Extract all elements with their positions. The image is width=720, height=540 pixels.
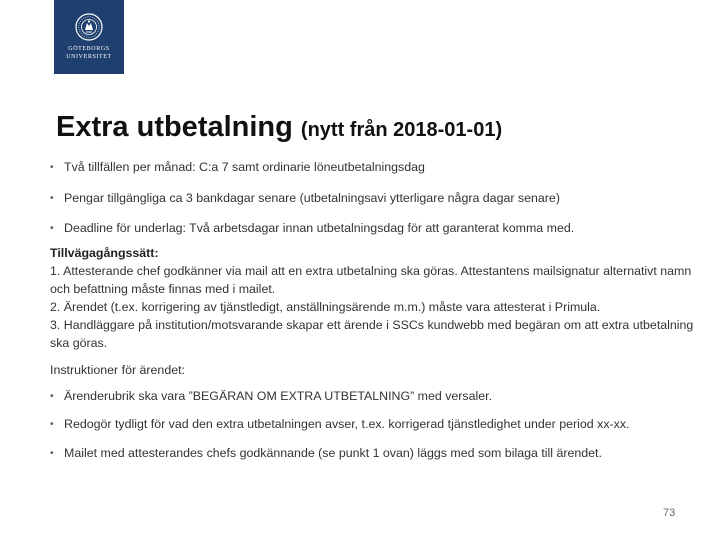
- list-item-text: Ärenderubrik ska vara ”BEGÄRAN OM EXTRA UTBETALNING” med versaler.: [64, 389, 493, 403]
- bullet-dot-icon: •: [50, 419, 54, 431]
- university-logo: [54, 0, 124, 74]
- bullet-dot-icon: •: [50, 447, 54, 459]
- title-main: Extra utbetalning: [56, 111, 293, 143]
- bullet-dot-icon: •: [50, 192, 54, 204]
- list-item: [50, 221, 710, 236]
- procedure-section: [50, 244, 710, 353]
- bullet-dot-icon: •: [50, 223, 54, 234]
- list-item: [50, 446, 710, 461]
- page-number: 73: [663, 507, 676, 519]
- list-item-text: Mailet med attesterandes chefs godkännande (se punkt 1 ovan) läggs med som bilaga till ärendet.: [64, 445, 602, 460]
- instructions-heading: Instruktioner för ärendet:: [50, 363, 185, 377]
- list-item: [50, 191, 710, 206]
- key-facts-list: [50, 160, 710, 252]
- bullet-dot-icon: •: [50, 162, 54, 173]
- list-item: [50, 160, 710, 175]
- list-item-text: Två tillfällen per månad: C:a 7 samt ordinarie löneutbetalningsdag: [64, 160, 425, 174]
- procedure-step: 2. Ärendet (t.ex. korrigering av tjänstledigt, anställningsärende m.m.) måste vara attesterat i Primula.: [50, 300, 601, 315]
- title-subtitle: (nytt från 2018-01-01): [300, 119, 503, 141]
- slide-title: [56, 111, 502, 144]
- list-item-text: Deadline för underlag: Två arbetsdagar innan utbetalningsdag för att garanterat komma med.: [64, 221, 575, 235]
- list-item: [50, 389, 710, 404]
- procedure-step: 1. Attesterande chef godkänner via mail att en extra utbetalning ska göras. Attestantens mailsignatur alternativt namn och befattning måste finnas med i mailet.: [50, 264, 692, 297]
- list-item-text: Pengar tillgängliga ca 3 bankdagar senare (utbetalningsavi ytterligare några dagar senare): [64, 190, 560, 205]
- procedure-heading: Tillvägagångssätt:: [50, 246, 159, 260]
- bullet-dot-icon: •: [50, 391, 54, 402]
- list-item-text: Redogör tydligt för vad den extra utbetalningen avser, t.ex. korrigerad tjänstledighet under period xx-xx.: [64, 417, 630, 432]
- university-seal-icon: [74, 12, 104, 42]
- logo-text-line2: UNIVERSITET: [66, 54, 112, 60]
- list-item: [50, 417, 710, 432]
- procedure-step: 3. Handläggare på institution/motsvarande skapar ett ärende i SSCs kundwebb med begäran om att extra utbetalning ska göras.: [50, 318, 694, 351]
- instructions-list: [50, 389, 710, 474]
- logo-text-line1: GÖTEBORGS: [68, 46, 110, 52]
